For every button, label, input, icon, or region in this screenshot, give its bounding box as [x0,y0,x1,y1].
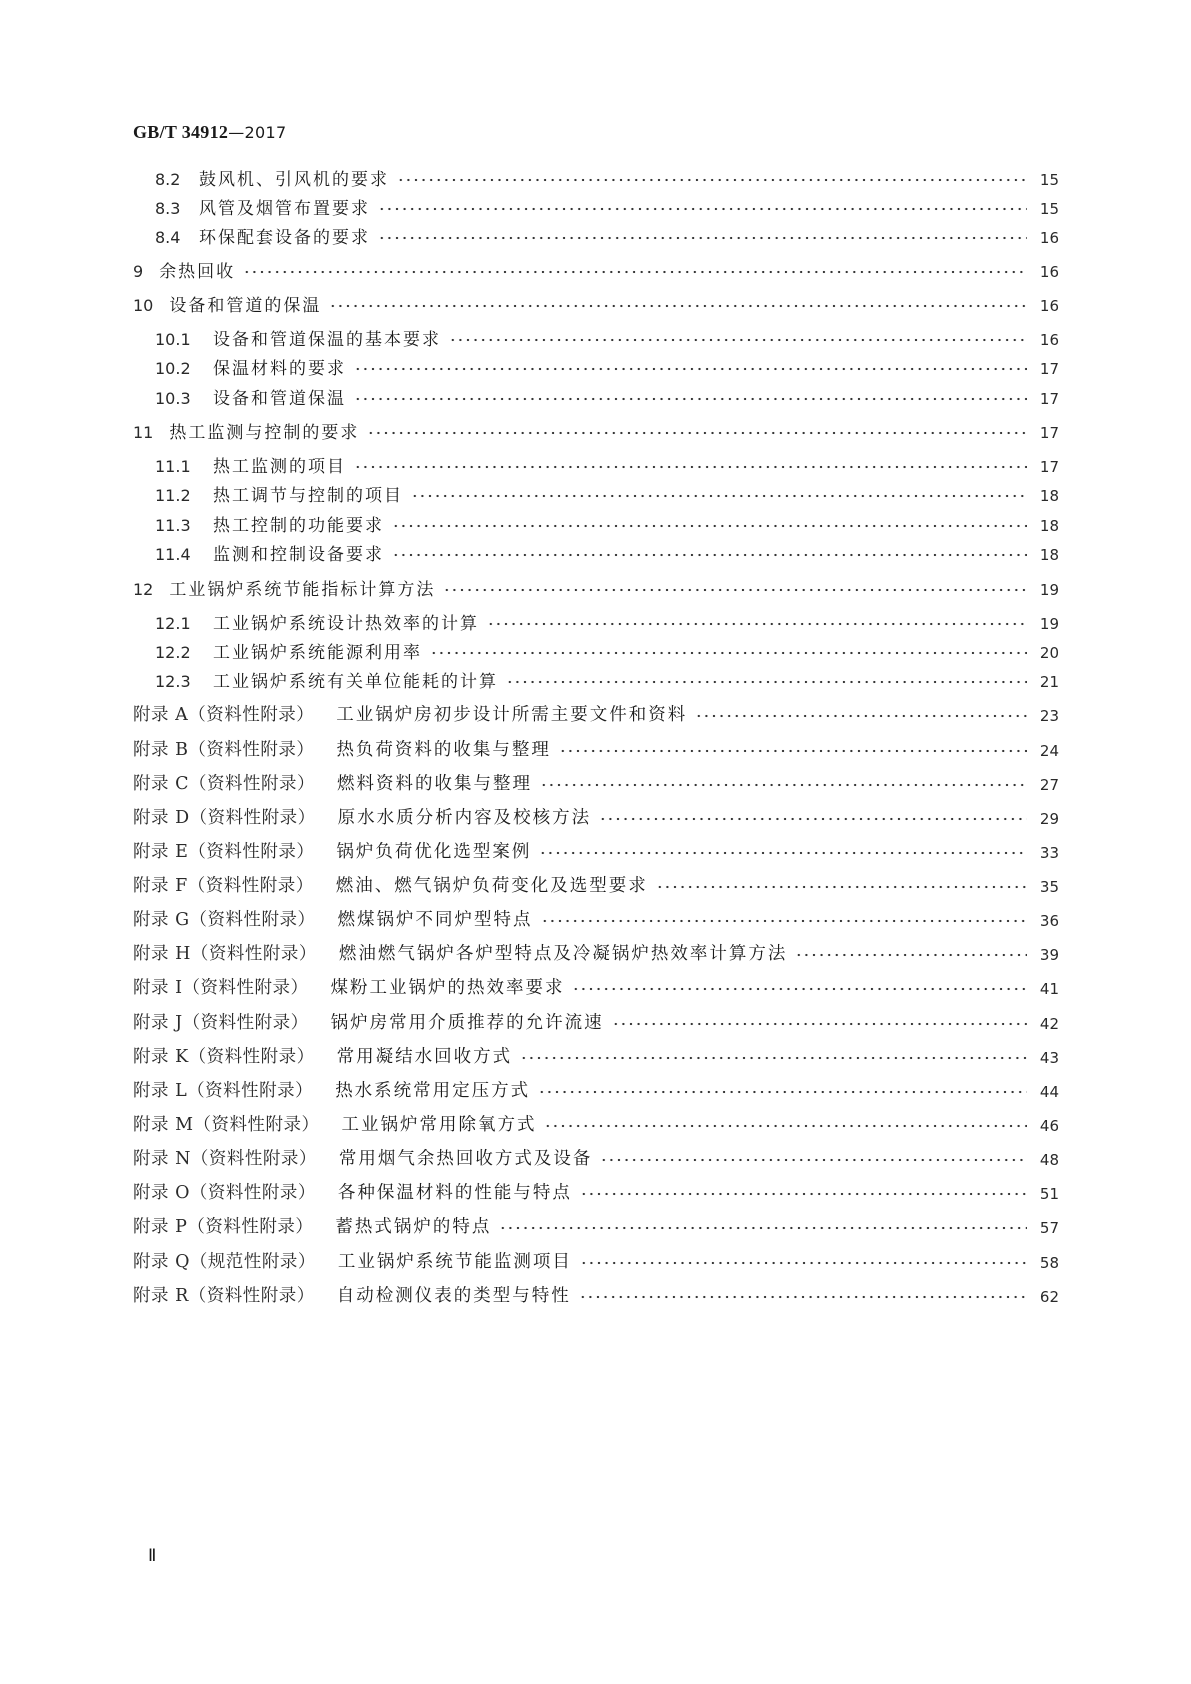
toc-entry-page: 43 [1039,1048,1059,1067]
toc-entry-title: 设备和管道保温的基本要求 [213,329,441,350]
dot-leader [487,622,1027,626]
toc-entry-11-1[interactable] [155,453,1059,481]
toc-entry-page: 17 [1039,423,1059,442]
toc-entry-appendix-g[interactable] [133,907,1059,935]
toc-entry-title: 常用烟气余热回收方式及设备 [338,1149,593,1170]
toc-entry-number: 附录 N（资料性附录） [133,1149,317,1170]
toc-entry-page: 17 [1039,457,1059,476]
toc-entry-title: 燃油燃气锅炉各炉型特点及冷凝锅炉热效率计算方法 [338,944,788,965]
standard-year: —2017 [228,123,287,142]
toc-entry-number: 11.1 [155,457,191,476]
toc-entry-title: 热工控制的功能要求 [213,515,384,536]
toc-entry-title: 热工监测的项目 [213,456,346,477]
toc-entry-page: 35 [1039,877,1059,896]
toc-entry-number: 10.1 [155,330,191,349]
toc-entry-number: 11 [133,423,154,442]
dot-leader [544,1124,1027,1128]
dot-leader [354,465,1027,469]
toc-entry-title: 工业锅炉系统节能监测项目 [337,1252,572,1273]
dot-leader [572,987,1027,991]
toc-entry-title: 余热回收 [159,261,236,282]
toc-entry-page: 16 [1039,330,1059,349]
toc-entry-11[interactable] [133,419,1059,447]
toc-entry-10-1[interactable] [155,326,1059,354]
dot-leader [449,338,1027,342]
toc-entry-8-3[interactable] [155,195,1059,223]
toc-entry-page: 16 [1039,228,1059,247]
dot-leader [378,207,1027,211]
dot-leader [656,885,1027,889]
toc-entry-11-3[interactable] [155,512,1059,540]
toc-entry-title: 燃油、燃气锅炉负荷变化及选型要求 [335,876,648,897]
toc-entry-number: 附录 F（资料性附录） [133,876,314,897]
toc-entry-appendix-l[interactable] [133,1078,1059,1106]
toc-entry-number: 9 [133,262,144,281]
toc-entry-page: 42 [1039,1014,1059,1033]
toc-entry-number: 附录 K（资料性附录） [133,1047,315,1068]
toc-entry-title: 设备和管道保温 [213,388,346,409]
toc-entry-number: 11.4 [155,545,191,564]
toc-entry-11-4[interactable] [155,541,1059,569]
dot-leader [392,524,1027,528]
toc-entry-page: 16 [1039,296,1059,315]
toc-entry-title: 鼓风机、引风机的要求 [199,169,389,190]
standard-prefix: GB/T 34912 [133,122,229,142]
toc-entry-number: 附录 J（资料性附录） [133,1013,309,1034]
dot-leader [329,304,1027,308]
toc-entry-page: 17 [1039,359,1059,378]
toc-entry-page: 16 [1039,262,1059,281]
toc-entry-10-2[interactable] [155,355,1059,383]
toc-entry-title: 工业锅炉房初步设计所需主要文件和资料 [336,705,688,726]
dot-leader [397,178,1027,182]
toc-entry-10-3[interactable] [155,385,1059,413]
toc-entry-appendix-m[interactable] [133,1112,1059,1140]
toc-entry-title: 常用凝结水回收方式 [336,1047,513,1068]
toc-entry-page: 62 [1039,1287,1059,1306]
dot-leader [600,1158,1027,1162]
dot-leader [443,588,1027,592]
toc-entry-number: 附录 O（资料性附录） [133,1183,316,1204]
dot-leader [579,1295,1027,1299]
dot-leader [580,1192,1027,1196]
toc-entry-appendix-q[interactable] [133,1249,1059,1277]
toc-entry-appendix-e[interactable] [133,839,1059,867]
toc-entry-12-3[interactable] [155,668,1059,696]
toc-entry-number: 附录 R（资料性附录） [133,1286,315,1307]
toc-entry-number: 11.3 [155,516,191,535]
toc-entry-number: 8.4 [155,228,181,247]
toc-entry-title: 各种保温材料的性能与特点 [337,1183,572,1204]
toc-entry-number: 12 [133,580,154,599]
toc-entry-page: 18 [1039,545,1059,564]
toc-entry-page: 19 [1039,614,1059,633]
toc-entry-8-4[interactable] [155,224,1059,252]
toc-entry-page: 48 [1039,1150,1059,1169]
dot-leader [795,953,1027,957]
toc-entry-title: 燃料资料的收集与整理 [336,774,532,795]
toc-entry-page: 20 [1039,643,1059,662]
toc-entry-title: 工业锅炉系统有关单位能耗的计算 [213,671,498,692]
toc-entry-page: 27 [1039,775,1059,794]
toc-entry-number: 12.1 [155,614,191,633]
toc-entry-page: 57 [1039,1218,1059,1237]
toc-entry-page: 18 [1039,516,1059,535]
toc-entry-title: 工业锅炉系统设计热效率的计算 [213,613,479,634]
toc-entry-title: 蓄热式锅炉的特点 [335,1217,492,1238]
toc-entry-title: 锅炉房常用介质推荐的允许流速 [330,1013,604,1034]
toc-entry-page: 21 [1039,672,1059,691]
toc-entry-9[interactable] [133,258,1059,286]
dot-leader [538,1090,1027,1094]
dot-leader [612,1022,1027,1026]
toc-entry-number: 10 [133,296,154,315]
toc-entry-appendix-f[interactable] [133,873,1059,901]
dot-leader [540,783,1027,787]
dot-leader [695,714,1027,718]
toc-entry-10[interactable] [133,292,1059,320]
toc-entry-page: 15 [1039,170,1059,189]
toc-entry-title: 工业锅炉常用除氧方式 [341,1115,537,1136]
toc-entry-title: 监测和控制设备要求 [213,544,384,565]
toc-entry-page: 15 [1039,199,1059,218]
dot-leader [499,1226,1027,1230]
toc-entry-appendix-j[interactable] [133,1010,1059,1038]
dot-leader [367,431,1027,435]
toc-entry-page: 18 [1039,486,1059,505]
toc-entry-page: 17 [1039,389,1059,408]
dot-leader [354,397,1027,401]
toc-entry-number: 附录 L（资料性附录） [133,1081,314,1102]
page-number: Ⅱ [148,1546,157,1565]
toc-entry-number: 8.3 [155,199,181,218]
toc-entry-number: 附录 G（资料性附录） [133,910,316,931]
toc-entry-appendix-a[interactable] [133,702,1059,730]
toc-entry-title: 设备和管道的保温 [169,295,322,316]
dot-leader [520,1056,1027,1060]
toc-entry-number: 附录 D（资料性附录） [133,808,316,829]
dot-leader [243,270,1027,274]
toc-entry-page: 39 [1039,945,1059,964]
toc-entry-title: 热负荷资料的收集与整理 [336,740,551,761]
dot-leader [599,817,1027,821]
toc-entry-12-1[interactable] [155,610,1059,638]
toc-entry-appendix-d[interactable] [133,805,1059,833]
toc-entry-page: 36 [1039,911,1059,930]
toc-entry-title: 热水系统常用定压方式 [335,1081,531,1102]
toc-entry-title: 热工监测与控制的要求 [169,422,360,443]
toc-entry-page: 44 [1039,1082,1059,1101]
toc-entry-number: 10.2 [155,359,191,378]
toc-entry-appendix-h[interactable] [133,941,1059,969]
dot-leader [378,236,1027,240]
dot-leader [580,1261,1027,1265]
dot-leader [392,553,1027,557]
toc-entry-page: 51 [1039,1184,1059,1203]
toc-entry-page: 24 [1039,741,1059,760]
toc-entry-title: 保温材料的要求 [213,358,346,379]
toc-entry-appendix-b[interactable] [133,737,1059,765]
toc-entry-12[interactable] [133,576,1059,604]
toc-entry-title: 燃煤锅炉不同炉型特点 [337,910,533,931]
dot-leader [506,680,1027,684]
toc-entry-12-2[interactable] [155,639,1059,667]
toc-entry-number: 10.3 [155,389,191,408]
toc-entry-page: 33 [1039,843,1059,862]
toc-entry-page: 23 [1039,706,1059,725]
dot-leader [354,367,1027,371]
toc-entry-page: 41 [1039,979,1059,998]
toc-entry-appendix-r[interactable] [133,1283,1059,1311]
toc-entry-appendix-p[interactable] [133,1214,1059,1242]
toc-entry-number: 附录 A（资料性附录） [133,705,315,726]
dot-leader [559,749,1027,753]
toc-entry-number: 11.2 [155,486,191,505]
dot-leader [539,851,1027,855]
toc-entry-page: 29 [1039,809,1059,828]
toc-entry-appendix-o[interactable] [133,1180,1059,1208]
toc-entry-title: 工业锅炉系统能源利用率 [213,642,422,663]
dot-leader [430,651,1027,655]
toc-entry-title: 风管及烟管布置要求 [199,198,370,219]
toc-entry-number: 附录 M（资料性附录） [133,1115,320,1136]
toc-entry-appendix-i[interactable] [133,975,1059,1003]
toc-entry-title: 自动检测仪表的类型与特性 [336,1286,571,1307]
toc-entry-title: 原水水质分析内容及校核方法 [337,808,592,829]
toc-entry-appendix-c[interactable] [133,771,1059,799]
toc-entry-title: 热工调节与控制的项目 [213,485,403,506]
toc-entry-title: 工业锅炉系统节能指标计算方法 [169,579,436,600]
toc-entry-page: 46 [1039,1116,1059,1135]
toc-entry-8-2[interactable] [155,166,1059,194]
toc-entry-number: 附录 I（资料性附录） [133,978,309,999]
toc-entry-number: 附录 P（资料性附录） [133,1217,314,1238]
dot-leader [541,919,1027,923]
toc-entry-number: 附录 B（资料性附录） [133,740,315,761]
toc-entry-number: 附录 C（资料性附录） [133,774,315,795]
toc-entry-number: 附录 Q（规范性附录） [133,1252,316,1273]
toc-entry-title: 煤粉工业锅炉的热效率要求 [330,978,565,999]
toc-entry-page: 19 [1039,580,1059,599]
toc-entry-number: 12.3 [155,672,191,691]
toc-entry-title: 环保配套设备的要求 [199,227,370,248]
toc-entry-11-2[interactable] [155,482,1059,510]
toc-entry-number: 附录 E（资料性附录） [133,842,315,863]
toc-entry-number: 8.2 [155,170,181,189]
toc-entry-appendix-k[interactable] [133,1044,1059,1072]
toc-entry-page: 58 [1039,1253,1059,1272]
dot-leader [411,494,1027,498]
toc-entry-number: 12.2 [155,643,191,662]
toc-entry-number: 附录 H（资料性附录） [133,944,317,965]
toc-entry-title: 锅炉负荷优化选型案例 [336,842,532,863]
toc-entry-appendix-n[interactable] [133,1146,1059,1174]
